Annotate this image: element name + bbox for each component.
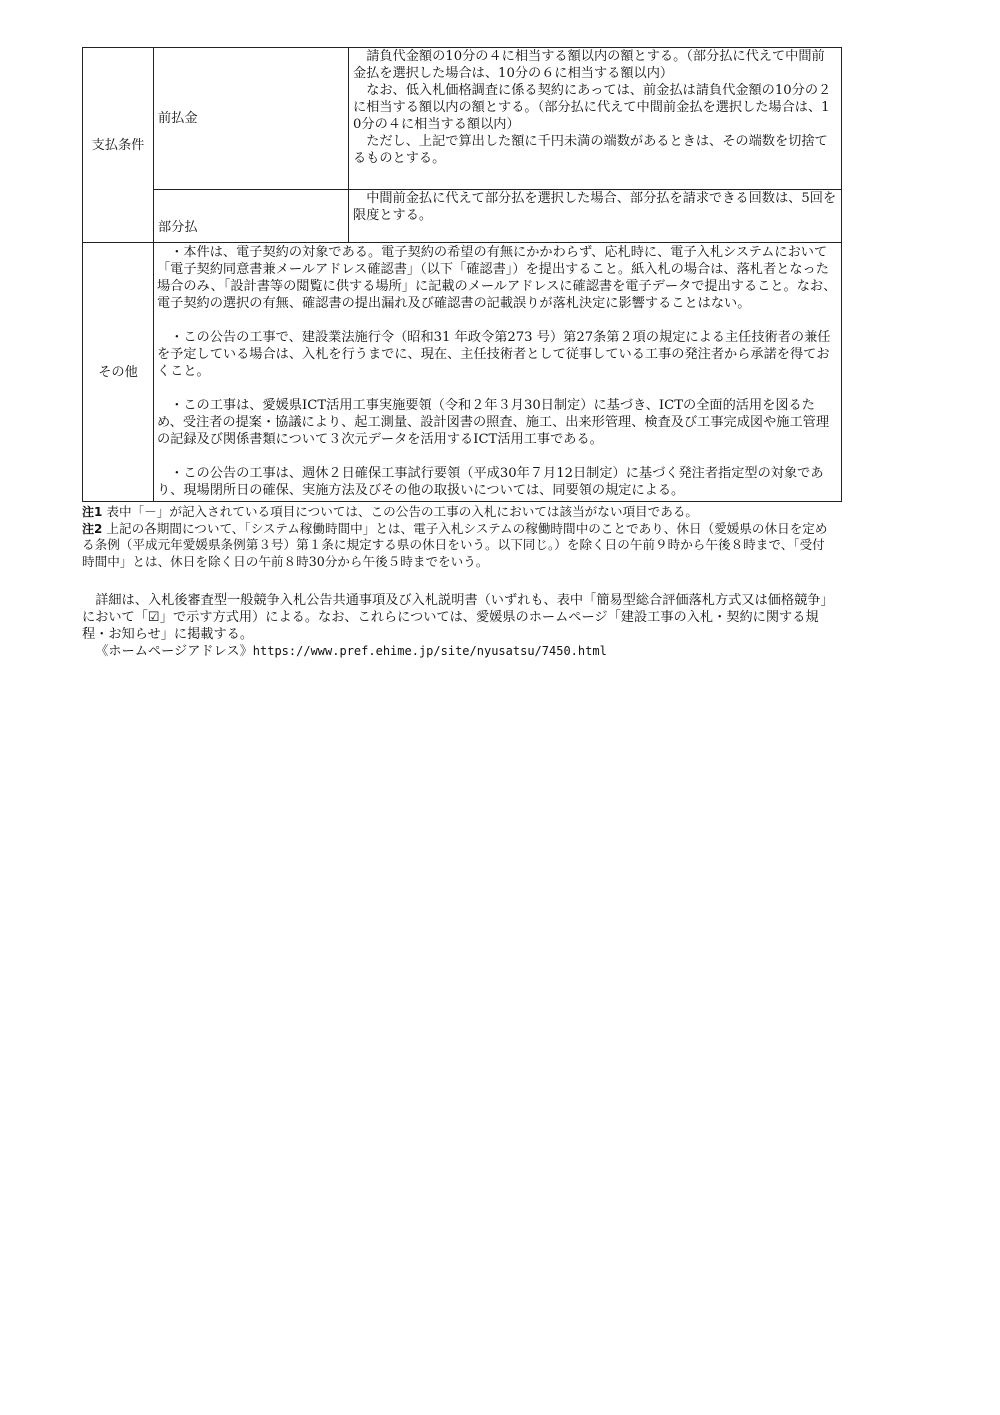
note-text: 上記の各期間について、「システム稼働時間中」とは、電子入札システムの稼働時間中のことであり、休日（愛媛県の休日を定める条例（平成元年愛媛県条例第３号）第１条に規定する県の休日をいう。以下同じ。）を除く日の午前９時から午後８時まで、「受付時間中」とは、休日を除く日の午前８時30分から午後５時までをいう。 bbox=[82, 520, 828, 569]
detail-section bbox=[82, 592, 842, 660]
detail-text: 詳細は、入札後審査型一般競争入札公告共通事項及び入札説明書（いずれも、表中「簡易型総合評価落札方式又は価格競争」において「☑」で示す方式用）による。なお、これらについては、愛媛県のホームページ「建設工事の入札・契約に関する規程・お知らせ」に掲載する。 bbox=[82, 593, 834, 642]
other-paragraph: ・この公告の工事は、週休２日確保工事試行要領（平成30年７月12日制定）に基づく発注者指定型の対象であり、現場閉所日の確保、実施方法及びその他の取扱いについては、同要領の規定による。 bbox=[157, 466, 824, 498]
other-paragraph: ・この公告の工事で、建設業法施行令（昭和31 年政令第273 号）第27条第２項の規定による主任技術者の兼任を予定している場合は、入札を行うまでに、現在、主任技術者として従事している工事の発注者から承諾を得ておくこと。 bbox=[157, 330, 831, 379]
other-paragraph: ・この工事は、愛媛県ICT活用工事実施要領（令和２年３月30日制定）に基づき、ICTの全面的活用を図るため、受注者の提案・協議により、起工測量、設計図書の照査、施工、出来形管理、検査及び工事完成図や施工管理の記録及び関係書類について３次元データを活用するICT活用工事である。 bbox=[157, 398, 830, 447]
note-1 bbox=[82, 504, 832, 521]
url-label: 《ホームページアドレス》 bbox=[95, 644, 253, 659]
document bbox=[82, 47, 842, 660]
advance-paragraph: ただし、上記で算出した額に千円未満の端数があるときは、その端数を切捨てるものとする。 bbox=[353, 134, 828, 166]
homepage-url-link[interactable]: https://www.pref.ehime.jp/site/nyusatsu/7450.html bbox=[252, 644, 607, 658]
advance-payment-text bbox=[349, 48, 842, 190]
note-label: 注1 bbox=[82, 505, 103, 519]
notes bbox=[82, 504, 832, 570]
table-row-other bbox=[83, 243, 842, 502]
other-text bbox=[154, 243, 842, 502]
partial-payment-label: 部分払 bbox=[154, 190, 349, 243]
table-row-advance bbox=[83, 48, 842, 190]
note-label: 注2 bbox=[82, 521, 103, 536]
partial-paragraph: 中間前金払に代えて部分払を選択した場合、部分払を請求できる回数は、5回を限度とする。 bbox=[353, 191, 837, 223]
partial-payment-text bbox=[349, 190, 842, 243]
note-2 bbox=[82, 521, 832, 571]
table-row-partial bbox=[83, 190, 842, 243]
note-text: 表中「－」が記入されている項目については、この公告の工事の入札においては該当がない項目である。 bbox=[106, 504, 699, 519]
advance-paragraph: 請負代金額の10分の４に相当する額以内の額とする。（部分払に代えて中間前金払を選択した場合は、10分の６に相当する額以内） bbox=[353, 49, 825, 81]
url-line bbox=[82, 643, 842, 660]
advance-paragraph: なお、低入札価格調査に係る契約にあっては、前金払は請負代金額の10分の２に相当する額以内の額とする。（部分払に代えて中間前金払を選択した場合は、10分の４に相当する額以内） bbox=[353, 83, 832, 132]
conditions-table bbox=[82, 47, 842, 502]
other-paragraph: ・本件は、電子契約の対象である。電子契約の希望の有無にかかわらず、応札時に、電子入札システムにおいて「電子契約同意書兼メールアドレス確認書」（以下「確認書」）を提出すること。紙入札の場合は、落札者となった場合のみ、「設計書等の閲覧に供する場所」に記載のメールアドレスに確認書を電子データで提出すること。なお、電子契約の選択の有無、確認書の提出漏れ及び確認書の記載誤りが落札決定に影響することはない。 bbox=[157, 245, 837, 311]
advance-payment-label: 前払金 bbox=[154, 48, 349, 190]
payment-category-label: 支払条件 bbox=[83, 48, 154, 243]
other-category-label: その他 bbox=[83, 243, 154, 502]
